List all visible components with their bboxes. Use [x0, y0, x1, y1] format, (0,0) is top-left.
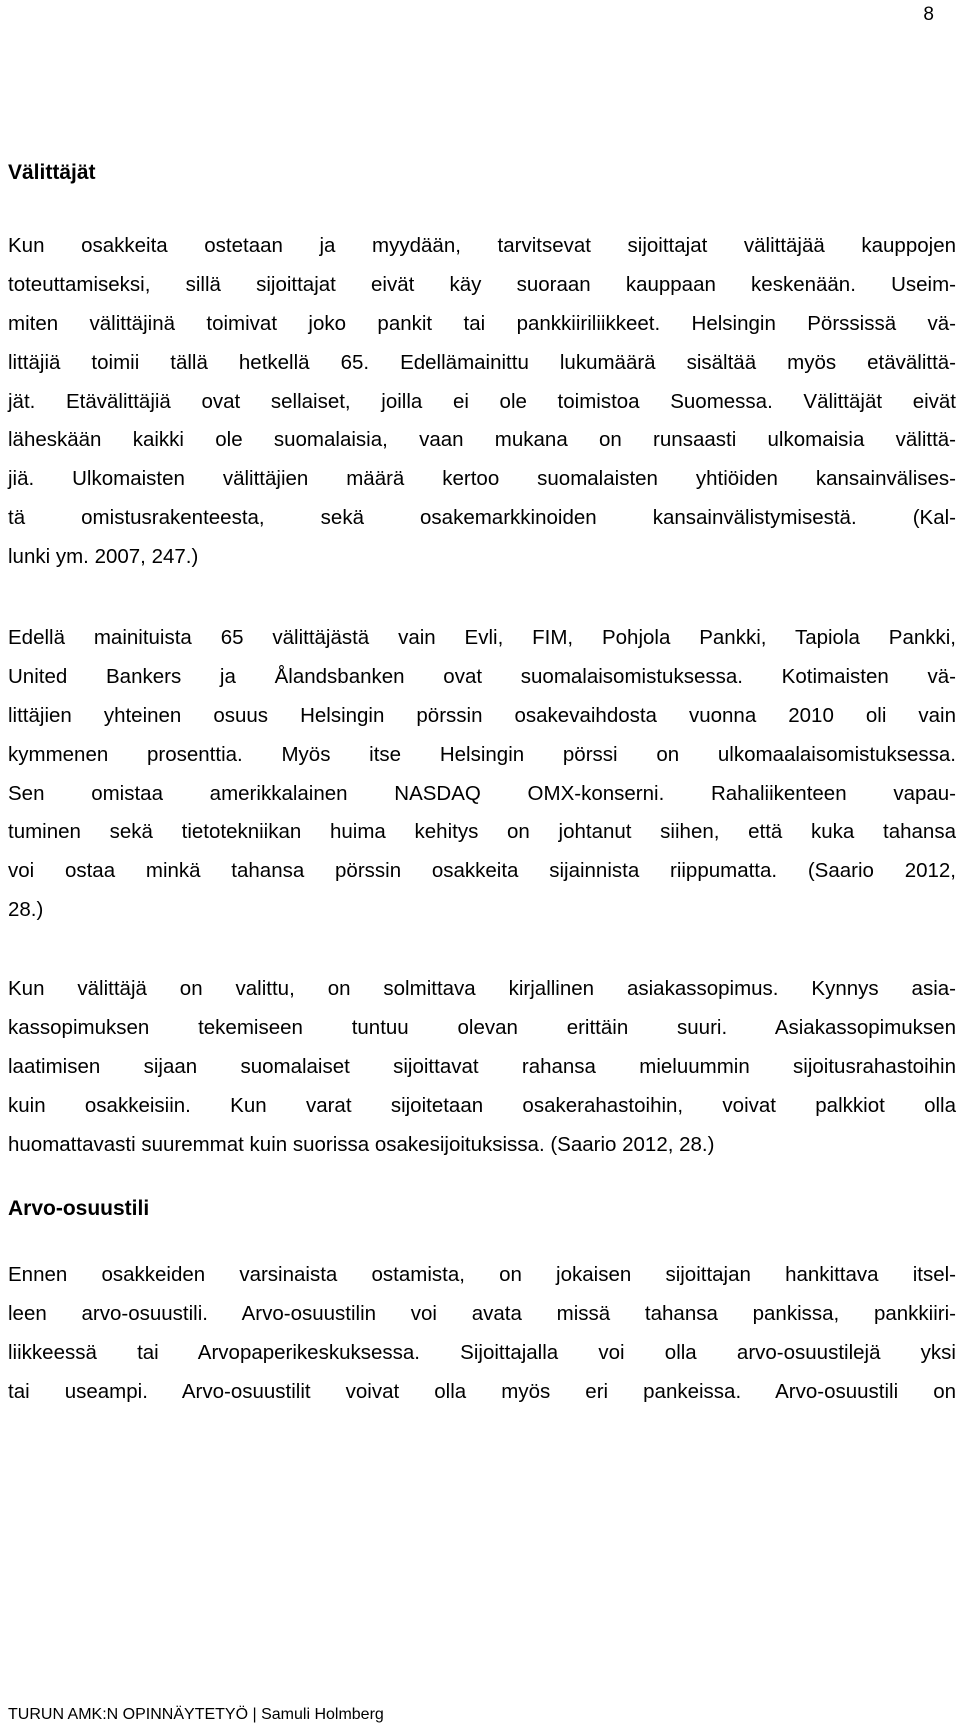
text-line: jät. Etävälittäjiä ovat sellaiset, joilla ei ole toimistoa Suomessa. Välittäjät eivät	[8, 389, 956, 413]
text-line: voi ostaa minkä tahansa pörssin osakkeita sijainnista riippumatta. (Saario 2012,	[8, 859, 956, 883]
text-line: Kun välittäjä on valittu, on solmittava kirjallinen asiakassopimus. Kynnys asia-	[8, 977, 956, 1000]
text-line: miten välittäjinä toimivat joko pankit tai pankkiiriliikkeet. Helsingin Pörssissä vä-	[8, 311, 956, 335]
text-line: laatimisen sijaan suomalaiset sijoittavat rahansa mieluummin sijoitusrahastoihin	[8, 1054, 956, 1078]
text-line: littäjien yhteinen osuus Helsingin pörssin osakevaihdosta vuonna 2010 oli vain	[8, 703, 956, 727]
text-line: Kun osakkeita ostetaan ja myydään, tarvitsevat sijoittajat välittäjää kauppojen	[8, 234, 956, 257]
footer-institution: TURUN AMK:N OPINNÄYTETYÖ	[8, 1706, 249, 1723]
text-line: leen arvo-osuustili. Arvo-osuustilin voi avata missä tahansa pankissa, pankkiiri-	[8, 1301, 956, 1325]
text-line: Sen omistaa amerikkalainen NASDAQ OMX-konserni. Rahaliikenteen vapau-	[8, 781, 956, 805]
text-line: Edellä mainituista 65 välittäjästä vain Evli, FIM, Pohjola Pankki, Tapiola Pankki,	[8, 626, 956, 649]
text-line: kassopimuksen tekemiseen tuntuu olevan erittäin suuri. Asiakassopimuksen	[8, 1015, 956, 1039]
paragraph	[8, 619, 956, 930]
text-line: tä omistusrakenteesta, sekä osakemarkkinoiden kansainvälistymisestä. (Kal-	[8, 506, 956, 530]
text-line: littäjiä toimii tällä hetkellä 65. Edellämainittu lukumäärä sisältää myös etävälittä-	[8, 350, 956, 374]
text-line: 28.)	[8, 898, 44, 922]
footer-separator: |	[252, 1706, 257, 1723]
text-line: liikkeessä tai Arvopaperikeskuksessa. Sijoittajalla voi olla arvo-osuustilejä yksi	[8, 1340, 956, 1364]
text-line: läheskään kaikki ole suomalaisia, vaan mukana on runsaasti ulkomaisia välittä-	[8, 428, 956, 452]
text-line: Ennen osakkeiden varsinaista ostamista, on jokaisen sijoittajan hankittava itsel-	[8, 1263, 956, 1286]
page-number: 8	[923, 4, 934, 25]
text-line: lunki ym. 2007, 247.)	[8, 545, 199, 569]
text-line: United Bankers ja Ålandsbanken ovat suomalaisomistuksessa. Kotimaisten vä-	[8, 664, 956, 688]
section-heading-valittajat: Välittäjät	[8, 161, 96, 184]
paragraph	[8, 227, 956, 577]
text-line: toteuttamiseksi, sillä sijoittajat eivät käy suoraan kauppaan keskenään. Useim-	[8, 272, 956, 296]
text-line: jiä. Ulkomaisten välittäjien määrä kertoo suomalaisten yhtiöiden kansainvälises-	[8, 467, 956, 491]
section-heading-arvo-osuustili: Arvo-osuustili	[8, 1197, 150, 1220]
page-footer	[8, 1705, 384, 1725]
paragraph	[8, 1256, 956, 1412]
text-line: huomattavasti suuremmat kuin suorissa osakesijoituksissa. (Saario 2012, 28.)	[8, 1132, 715, 1156]
text-line: kuin osakkeisiin. Kun varat sijoitetaan osakerahastoihin, voivat palkkiot olla	[8, 1093, 956, 1117]
text-line: tai useampi. Arvo-osuustilit voivat olla myös eri pankeissa. Arvo-osuustili on	[8, 1379, 956, 1403]
paragraph	[8, 970, 956, 1164]
footer-author: Samuli Holmberg	[261, 1706, 384, 1723]
text-line: tuminen sekä tietotekniikan huima kehitys on johtanut siihen, että kuka tahansa	[8, 820, 956, 844]
text-line: kymmenen prosenttia. Myös itse Helsingin pörssi on ulkomaalaisomistuksessa.	[8, 742, 956, 766]
